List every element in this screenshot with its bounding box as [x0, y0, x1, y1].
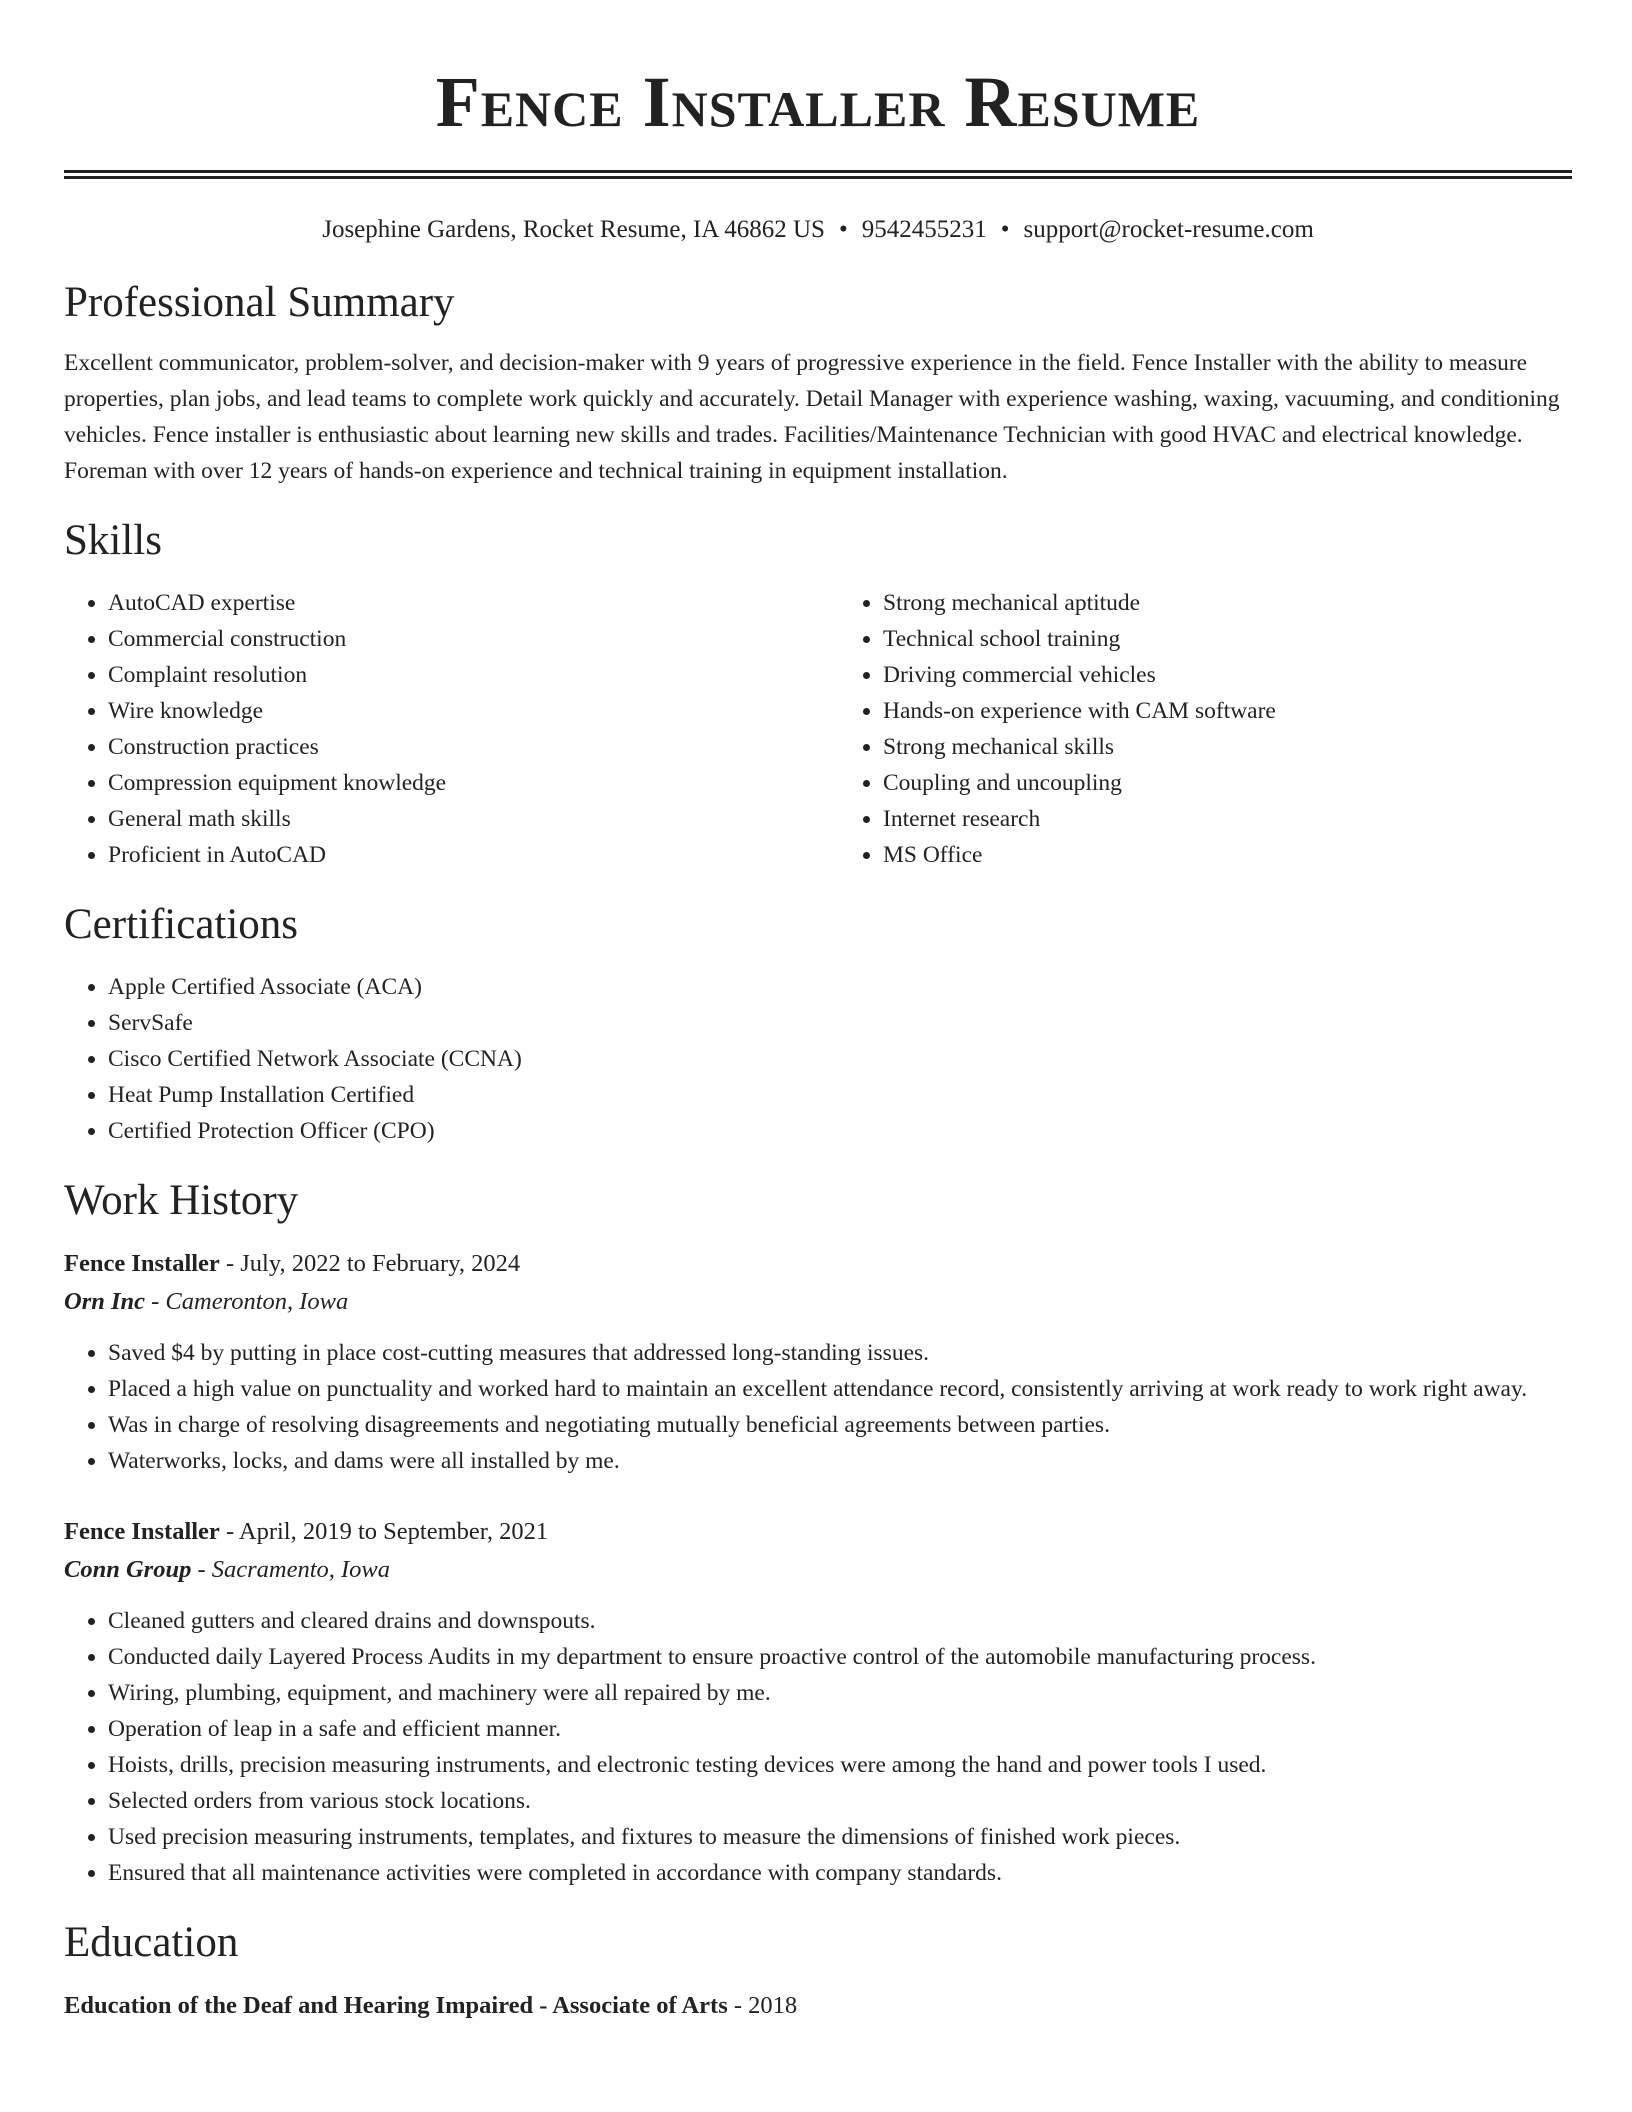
contact-address: Josephine Gardens, Rocket Resume, IA 46862 US	[322, 216, 825, 243]
summary-heading: Professional Summary	[64, 279, 455, 326]
certification-item: • ServSafe	[108, 1005, 1572, 1041]
certifications-heading: Certifications	[64, 901, 299, 948]
job-bullet: • Saved $4 by putting in place cost-cutting measures that addressed long-standing issues.	[108, 1335, 1572, 1371]
resume-page	[64, 0, 1572, 2025]
skill-item: • Technical school training	[883, 621, 1572, 657]
skill-item: • AutoCAD expertise	[108, 585, 797, 621]
job-role: Fence Installer	[64, 1518, 220, 1545]
job-bullet: • Ensured that all maintenance activities were completed in accordance with company standards.	[108, 1855, 1572, 1891]
skill-item: • MS Office	[883, 837, 1572, 873]
job-company-line	[64, 1283, 1572, 1321]
skills-list-right	[797, 585, 1572, 873]
job-dates: - July, 2022 to February, 2024	[219, 1250, 521, 1277]
job-bullet: • Selected orders from various stock locations.	[108, 1783, 1572, 1819]
job-entry	[64, 1245, 1572, 1479]
certifications-list	[64, 969, 1572, 1149]
skill-item: • Internet research	[883, 801, 1572, 837]
work-history-heading: Work History	[64, 1177, 299, 1224]
job-company: Conn Group	[64, 1556, 192, 1583]
skill-item: • Strong mechanical aptitude	[883, 585, 1572, 621]
skill-item: • Complaint resolution	[108, 657, 797, 693]
resume-title: Fence Installer Resume	[435, 62, 1201, 142]
skill-item: • Commercial construction	[108, 621, 797, 657]
skills-heading: Skills	[64, 517, 162, 564]
skills-columns	[64, 585, 1572, 873]
skill-item: • Wire knowledge	[108, 693, 797, 729]
skill-item: • Driving commercial vehicles	[883, 657, 1572, 693]
title-divider	[64, 170, 1572, 179]
job-company-line	[64, 1551, 1572, 1589]
education-entry	[64, 1987, 1572, 2025]
certification-item: • Cisco Certified Network Associate (CCNA)	[108, 1041, 1572, 1077]
job-bullets	[64, 1603, 1572, 1891]
job-bullet: • Conducted daily Layered Process Audits in my department to ensure proactive control of the automobile manufacturing process.	[108, 1639, 1572, 1675]
job-title-line	[64, 1245, 1572, 1283]
skill-item: • Hands-on experience with CAM software	[883, 693, 1572, 729]
contact-separator: •	[838, 216, 848, 243]
job-bullet: • Wiring, plumbing, equipment, and machinery were all repaired by me.	[108, 1675, 1572, 1711]
job-entry	[64, 1513, 1572, 1891]
education-heading: Education	[64, 1919, 239, 1966]
job-role: Fence Installer	[64, 1250, 220, 1277]
job-title-line	[64, 1513, 1572, 1551]
skill-item: • Compression equipment knowledge	[108, 765, 797, 801]
certification-item: • Apple Certified Associate (ACA)	[108, 969, 1572, 1005]
certification-item: • Heat Pump Installation Certified	[108, 1077, 1572, 1113]
certification-item: • Certified Protection Officer (CPO)	[108, 1113, 1572, 1149]
job-bullet: • Hoists, drills, precision measuring instruments, and electronic testing devices were among the hand and power tools I used.	[108, 1747, 1572, 1783]
job-bullets	[64, 1335, 1572, 1479]
job-company: Orn Inc	[64, 1288, 146, 1315]
job-location: - Sacramento, Iowa	[191, 1556, 391, 1583]
job-bullet: • Was in charge of resolving disagreements and negotiating mutually beneficial agreements between parties.	[108, 1407, 1572, 1443]
job-dates: - April, 2019 to September, 2021	[219, 1518, 549, 1545]
skills-list-left	[64, 585, 797, 873]
skill-item: • General math skills	[108, 801, 797, 837]
job-bullet: • Used precision measuring instruments, templates, and fixtures to measure the dimensions of finished work pieces.	[108, 1819, 1572, 1855]
education-year: - 2018	[727, 1992, 798, 2019]
skill-item: • Construction practices	[108, 729, 797, 765]
contact-email: support@rocket-resume.com	[1023, 216, 1314, 243]
contact-separator: •	[1000, 216, 1010, 243]
skill-item: • Proficient in AutoCAD	[108, 837, 797, 873]
skill-item: • Coupling and uncoupling	[883, 765, 1572, 801]
education-school: Education of the Deaf and Hearing Impaired - Associate of Arts	[64, 1992, 728, 2019]
summary-text: Excellent communicator, problem-solver, and decision-maker with 9 years of progressive experience in the field. Fence Installer with the ability to measure properties, plan jobs, and lead teams to complete work quickly and accurately. Detail Manager with experience washing, waxing, vacuuming, and conditioning vehicles. Fence installer is enthusiastic about learning new skills and trades. Facilities/Maintenance Technician with good HVAC and electrical knowledge. Foreman with over 12 years of hands-on experience and technical training in equipment installation.	[64, 350, 1560, 484]
job-bullet: • Waterworks, locks, and dams were all installed by me.	[108, 1443, 1572, 1479]
contact-line	[64, 213, 1572, 247]
job-bullet: • Operation of leap in a safe and efficient manner.	[108, 1711, 1572, 1747]
job-location: - Cameronton, Iowa	[145, 1288, 349, 1315]
job-bullet: • Placed a high value on punctuality and worked hard to maintain an excellent attendance record, consistently arriving at work ready to work right away.	[108, 1371, 1572, 1407]
contact-phone: 9542455231	[861, 216, 987, 243]
job-bullet: • Cleaned gutters and cleared drains and downspouts.	[108, 1603, 1572, 1639]
skill-item: • Strong mechanical skills	[883, 729, 1572, 765]
